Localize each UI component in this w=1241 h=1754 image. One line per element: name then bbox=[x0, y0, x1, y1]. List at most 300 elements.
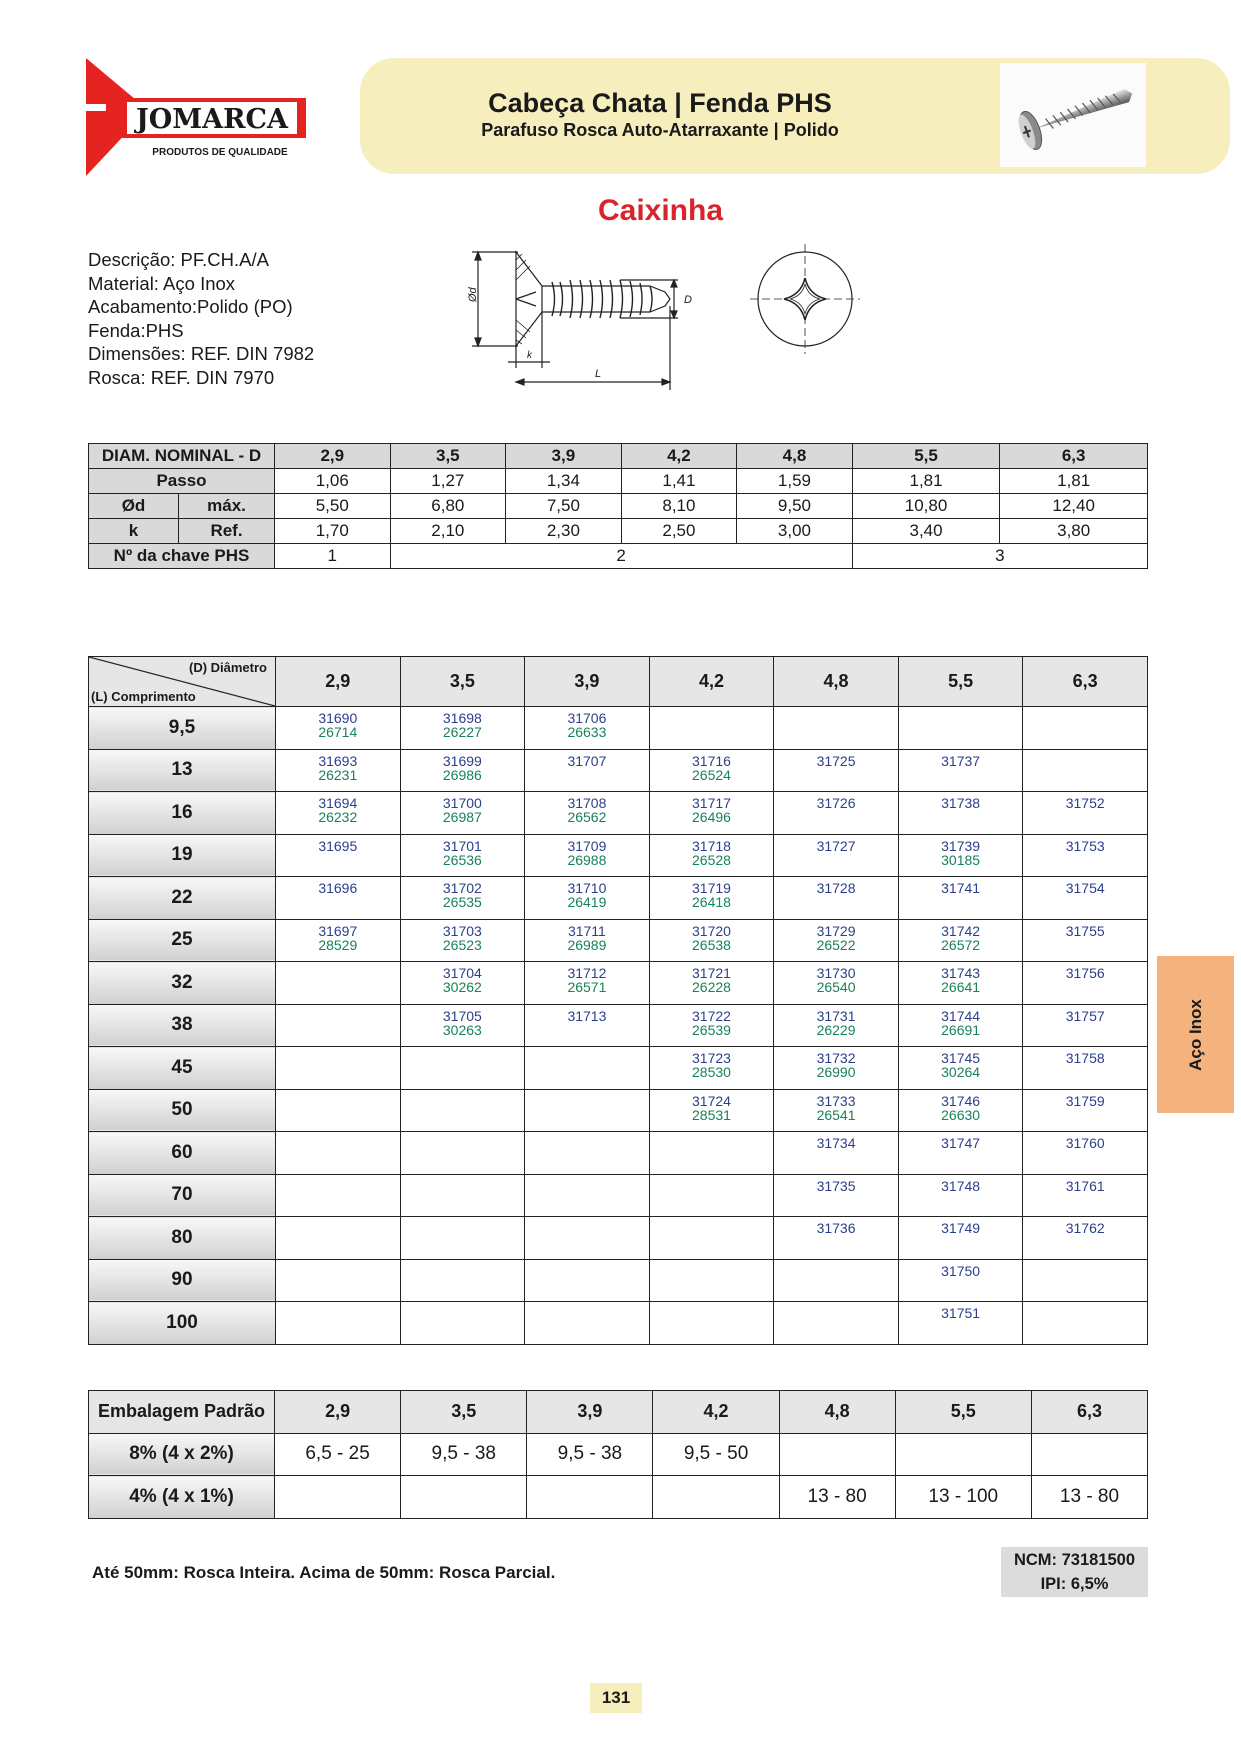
product-code: 31712 bbox=[567, 965, 607, 981]
product-code: 31722 bbox=[692, 1007, 731, 1024]
diameter-header: 5,5 bbox=[898, 657, 1023, 707]
packaging-range bbox=[401, 1476, 527, 1519]
description-line: Rosca: REF. DIN 7970 bbox=[88, 366, 275, 388]
code-cell bbox=[898, 1174, 1023, 1217]
spec-passo-value: 1,06 bbox=[275, 469, 391, 494]
product-code: 31726 bbox=[816, 795, 856, 811]
product-code: 31702 bbox=[442, 880, 482, 896]
alt-code: 26986 bbox=[442, 766, 482, 783]
code-cell bbox=[774, 1047, 899, 1090]
code-cell bbox=[525, 792, 650, 835]
alt-code: 28530 bbox=[692, 1064, 731, 1080]
code-cell bbox=[649, 749, 774, 792]
code-cell bbox=[525, 1259, 650, 1302]
packaging-label: Embalagem Padrão bbox=[89, 1391, 275, 1434]
code-cell bbox=[649, 919, 774, 962]
packaging-range: 9,5 - 38 bbox=[527, 1433, 653, 1476]
product-code: 31720 bbox=[692, 922, 731, 939]
diameter-header: 4,8 bbox=[774, 657, 899, 707]
table-row bbox=[89, 707, 1148, 750]
tax-box bbox=[1001, 1547, 1148, 1597]
table-row bbox=[89, 1132, 1148, 1175]
packaging-size: 6,3 bbox=[1031, 1391, 1147, 1434]
product-code: 31694 bbox=[318, 795, 358, 811]
diameter-header: 6,3 bbox=[1023, 657, 1148, 707]
spec-k-value: 3,40 bbox=[852, 519, 1000, 544]
code-cell bbox=[400, 1004, 525, 1047]
code-cell bbox=[276, 707, 401, 750]
packaging-row-label: 8% (4 x 2%) bbox=[89, 1433, 275, 1476]
code-cell bbox=[276, 962, 401, 1005]
code-cell bbox=[649, 1089, 774, 1132]
packaging-range bbox=[1031, 1433, 1147, 1476]
length-label-cell: 22 bbox=[89, 877, 276, 920]
alt-code: 26990 bbox=[816, 1064, 856, 1080]
code-cell bbox=[898, 707, 1023, 750]
code-cell bbox=[649, 1174, 774, 1217]
code-cell bbox=[525, 1174, 650, 1217]
alt-code: 26227 bbox=[442, 724, 482, 740]
spec-od-value: 7,50 bbox=[506, 494, 622, 519]
packaging-header bbox=[89, 1391, 1148, 1434]
product-code: 31725 bbox=[816, 752, 856, 769]
spec-k-row bbox=[89, 519, 1148, 544]
spec-table bbox=[88, 443, 1148, 569]
spec-size: 3,5 bbox=[390, 444, 506, 469]
code-cell bbox=[898, 1004, 1023, 1047]
product-code: 31753 bbox=[1065, 837, 1105, 854]
product-code: 31721 bbox=[692, 965, 731, 981]
code-cell bbox=[649, 792, 774, 835]
spec-size: 5,5 bbox=[852, 444, 1000, 469]
page-number: 131 bbox=[590, 1683, 642, 1713]
product-code: 31754 bbox=[1065, 880, 1105, 896]
spec-passo-value: 1,59 bbox=[737, 469, 853, 494]
product-code: 31700 bbox=[442, 795, 482, 811]
alt-code: 26633 bbox=[567, 724, 607, 740]
alt-code: 26539 bbox=[692, 1021, 731, 1038]
length-label-cell: 80 bbox=[89, 1217, 276, 1260]
code-cell bbox=[276, 1004, 401, 1047]
packaging-range: 13 - 100 bbox=[895, 1476, 1031, 1519]
code-cell bbox=[400, 877, 525, 920]
product-code: 31733 bbox=[816, 1092, 856, 1109]
description-line: Acabamento:Polido (PO) bbox=[88, 296, 293, 317]
product-code: 31735 bbox=[816, 1177, 856, 1194]
spec-key-value: 1 bbox=[275, 544, 391, 569]
table-row bbox=[89, 1259, 1148, 1302]
product-code: 31738 bbox=[941, 795, 981, 811]
code-cell bbox=[774, 1004, 899, 1047]
spec-od-value: 8,10 bbox=[621, 494, 737, 519]
product-code: 31732 bbox=[816, 1050, 856, 1066]
length-label-cell: 38 bbox=[89, 1004, 276, 1047]
table-row bbox=[89, 1089, 1148, 1132]
alt-code: 26572 bbox=[941, 936, 981, 953]
product-code: 31731 bbox=[816, 1007, 856, 1024]
code-cell bbox=[1023, 1132, 1148, 1175]
spec-size: 4,2 bbox=[621, 444, 737, 469]
code-cell bbox=[1023, 919, 1148, 962]
spec-od-sub: máx. bbox=[179, 494, 275, 519]
code-cell bbox=[774, 1217, 899, 1260]
alt-code: 26496 bbox=[692, 809, 731, 825]
length-label-cell: 45 bbox=[89, 1047, 276, 1090]
code-cell bbox=[276, 919, 401, 962]
spec-k-value: 2,10 bbox=[390, 519, 506, 544]
alt-code: 30262 bbox=[442, 979, 482, 995]
spec-passo-row bbox=[89, 469, 1148, 494]
code-cell bbox=[898, 749, 1023, 792]
product-code: 31718 bbox=[692, 837, 731, 854]
code-cell bbox=[774, 1302, 899, 1345]
code-cell bbox=[525, 877, 650, 920]
spec-od-value: 5,50 bbox=[275, 494, 391, 519]
code-cell bbox=[400, 1259, 525, 1302]
product-code: 31757 bbox=[1065, 1007, 1105, 1024]
code-cell bbox=[898, 1217, 1023, 1260]
product-code: 31730 bbox=[816, 965, 856, 981]
code-cell bbox=[525, 1047, 650, 1090]
table-row bbox=[89, 1217, 1148, 1260]
alt-code: 26641 bbox=[941, 979, 981, 995]
alt-code: 26538 bbox=[692, 936, 731, 953]
alt-code: 26630 bbox=[941, 1106, 981, 1123]
code-cell bbox=[649, 707, 774, 750]
alt-code: 26528 bbox=[692, 851, 731, 868]
code-cell bbox=[649, 1217, 774, 1260]
code-cell bbox=[525, 1089, 650, 1132]
spec-size: 4,8 bbox=[737, 444, 853, 469]
code-cell bbox=[525, 749, 650, 792]
alt-code: 26989 bbox=[567, 936, 607, 953]
packaging-table bbox=[88, 1390, 1148, 1519]
code-cell bbox=[774, 707, 899, 750]
alt-code: 26231 bbox=[318, 766, 358, 783]
code-cell bbox=[774, 877, 899, 920]
code-cell bbox=[774, 749, 899, 792]
product-code: 31744 bbox=[941, 1007, 981, 1024]
code-cell bbox=[525, 1302, 650, 1345]
code-cell bbox=[774, 1174, 899, 1217]
code-cell bbox=[649, 1302, 774, 1345]
product-code: 31755 bbox=[1065, 922, 1105, 939]
code-cell bbox=[898, 1259, 1023, 1302]
code-cell bbox=[1023, 1089, 1148, 1132]
product-code: 31706 bbox=[567, 710, 607, 726]
alt-code: 26541 bbox=[816, 1106, 856, 1123]
alt-code: 26418 bbox=[692, 894, 731, 910]
packaging-range bbox=[653, 1476, 779, 1519]
spec-k-value: 3,00 bbox=[737, 519, 853, 544]
code-cell bbox=[525, 1004, 650, 1047]
code-cell bbox=[276, 1302, 401, 1345]
product-code: 31750 bbox=[941, 1262, 981, 1279]
spec-passo-value: 1,81 bbox=[852, 469, 1000, 494]
product-code: 31748 bbox=[941, 1177, 981, 1194]
code-cell bbox=[525, 1132, 650, 1175]
code-cell bbox=[898, 792, 1023, 835]
code-cell bbox=[1023, 1047, 1148, 1090]
packaging-range bbox=[779, 1433, 895, 1476]
code-cell bbox=[276, 1217, 401, 1260]
product-code: 31759 bbox=[1065, 1092, 1105, 1109]
spec-key-row bbox=[89, 544, 1148, 569]
product-code: 31746 bbox=[941, 1092, 981, 1109]
code-cell bbox=[400, 792, 525, 835]
alt-code: 26987 bbox=[442, 809, 482, 825]
product-code: 31761 bbox=[1065, 1177, 1105, 1194]
thread-note: Até 50mm: Rosca Inteira. Acima de 50mm: Rosca Parcial. bbox=[92, 1563, 556, 1582]
alt-code: 26523 bbox=[442, 936, 482, 953]
spec-k-value: 2,30 bbox=[506, 519, 622, 544]
spec-od-value: 6,80 bbox=[390, 494, 506, 519]
alt-code: 26522 bbox=[816, 936, 856, 953]
packaging-range: 13 - 80 bbox=[1031, 1476, 1147, 1519]
code-cell bbox=[649, 877, 774, 920]
spec-passo-value: 1,34 bbox=[506, 469, 622, 494]
description-line: Fenda:PHS bbox=[88, 319, 184, 341]
product-code: 31710 bbox=[567, 880, 607, 896]
code-cell bbox=[525, 1217, 650, 1260]
alt-code: 30264 bbox=[941, 1064, 981, 1080]
description-line: Dimensões: REF. DIN 7982 bbox=[88, 343, 315, 364]
alt-code: 26229 bbox=[816, 1021, 856, 1038]
code-cell bbox=[649, 834, 774, 877]
code-cell bbox=[898, 919, 1023, 962]
length-label-cell: 25 bbox=[89, 919, 276, 962]
table-row bbox=[89, 962, 1148, 1005]
alt-code: 26536 bbox=[442, 851, 482, 868]
diagonal-header bbox=[89, 657, 276, 707]
code-cell bbox=[774, 1259, 899, 1302]
diameter-header: 3,5 bbox=[400, 657, 525, 707]
length-label-cell: 32 bbox=[89, 962, 276, 1005]
code-cell bbox=[400, 1217, 525, 1260]
product-code: 31727 bbox=[816, 837, 856, 854]
description-block bbox=[88, 248, 314, 389]
code-cell bbox=[1023, 877, 1148, 920]
table-row bbox=[89, 919, 1148, 962]
code-cell bbox=[400, 919, 525, 962]
spec-passo-value: 1,41 bbox=[621, 469, 737, 494]
alt-code: 30185 bbox=[941, 851, 981, 868]
table-row bbox=[89, 1174, 1148, 1217]
alt-code: 26562 bbox=[567, 809, 607, 825]
brand-name: JOMARCA bbox=[135, 104, 289, 135]
code-cell bbox=[525, 962, 650, 1005]
technical-drawing bbox=[460, 240, 880, 390]
product-code: 31762 bbox=[1065, 1220, 1105, 1236]
product-code: 31760 bbox=[1065, 1135, 1105, 1151]
code-cell bbox=[400, 1174, 525, 1217]
code-table bbox=[88, 656, 1148, 1345]
code-cell bbox=[400, 1302, 525, 1345]
section-title: Caixinha bbox=[597, 194, 724, 227]
length-label-cell: 60 bbox=[89, 1132, 276, 1175]
length-label-cell: 9,5 bbox=[89, 707, 276, 750]
packaging-range bbox=[895, 1433, 1031, 1476]
spec-k-value: 3,80 bbox=[1000, 519, 1148, 544]
alt-code: 26232 bbox=[318, 809, 358, 825]
code-cell bbox=[276, 1132, 401, 1175]
brand-tagline: PRODUTOS DE QUALIDADE bbox=[152, 147, 288, 158]
code-table-header bbox=[89, 657, 1148, 707]
table-row bbox=[89, 1047, 1148, 1090]
packaging-size: 2,9 bbox=[275, 1391, 401, 1434]
label-od: Ød bbox=[467, 287, 479, 302]
product-code: 31711 bbox=[567, 922, 606, 939]
product-code: 31696 bbox=[318, 880, 358, 896]
packaging-size: 5,5 bbox=[895, 1391, 1031, 1434]
length-label-cell: 19 bbox=[89, 834, 276, 877]
product-code: 31734 bbox=[816, 1135, 856, 1151]
label-d: D bbox=[684, 294, 692, 306]
spec-k-sub: Ref. bbox=[179, 519, 275, 544]
code-cell bbox=[1023, 1174, 1148, 1217]
product-code: 31719 bbox=[692, 880, 731, 896]
label-k: k bbox=[527, 350, 532, 361]
product-code: 31745 bbox=[941, 1050, 981, 1066]
product-code: 31697 bbox=[318, 922, 358, 939]
product-code: 31698 bbox=[442, 710, 482, 726]
spec-size: 2,9 bbox=[275, 444, 391, 469]
screw-photo bbox=[1000, 63, 1146, 167]
code-cell bbox=[898, 1132, 1023, 1175]
packaging-size: 3,9 bbox=[527, 1391, 653, 1434]
brand-logo bbox=[86, 58, 316, 176]
code-cell bbox=[649, 1047, 774, 1090]
code-cell bbox=[400, 834, 525, 877]
product-code: 31690 bbox=[318, 710, 358, 726]
alt-code: 28529 bbox=[318, 936, 358, 953]
packaging-range: 9,5 - 38 bbox=[401, 1433, 527, 1476]
code-cell bbox=[774, 1089, 899, 1132]
alt-code: 26988 bbox=[567, 851, 607, 868]
alt-code: 26571 bbox=[567, 979, 607, 995]
product-code: 31758 bbox=[1065, 1050, 1105, 1066]
product-code: 31703 bbox=[442, 922, 482, 939]
table-row bbox=[89, 877, 1148, 920]
length-label-cell: 70 bbox=[89, 1174, 276, 1217]
product-code: 31737 bbox=[941, 752, 981, 769]
ncm-code: NCM: 73181500 bbox=[1013, 1551, 1136, 1569]
spec-header-label: DIAM. NOMINAL - D bbox=[89, 444, 275, 469]
product-code: 31716 bbox=[692, 752, 731, 769]
code-table-body bbox=[89, 707, 1148, 1345]
product-code: 31743 bbox=[941, 965, 981, 981]
spec-od-value: 10,80 bbox=[852, 494, 1000, 519]
code-cell bbox=[649, 1259, 774, 1302]
product-code: 31747 bbox=[941, 1135, 981, 1151]
product-code: 31739 bbox=[941, 837, 981, 854]
spec-key-label: Nº da chave PHS bbox=[89, 544, 275, 569]
product-code: 31717 bbox=[692, 795, 731, 811]
alt-code: 26524 bbox=[692, 766, 731, 783]
code-cell bbox=[1023, 1259, 1148, 1302]
spec-od-value: 9,50 bbox=[737, 494, 853, 519]
code-cell bbox=[525, 834, 650, 877]
packaging-size: 3,5 bbox=[401, 1391, 527, 1434]
code-cell bbox=[898, 877, 1023, 920]
table-row bbox=[89, 834, 1148, 877]
packaging-row bbox=[89, 1433, 1148, 1476]
code-cell bbox=[400, 962, 525, 1005]
description-line: Material: Aço Inox bbox=[88, 272, 236, 294]
alt-code: 28531 bbox=[692, 1106, 731, 1123]
diameter-header: 4,2 bbox=[649, 657, 774, 707]
table-row bbox=[89, 792, 1148, 835]
category-tab[interactable] bbox=[1157, 956, 1234, 1113]
alt-code: 30263 bbox=[442, 1021, 482, 1038]
product-code: 31741 bbox=[941, 880, 981, 896]
code-cell bbox=[898, 962, 1023, 1005]
product-code: 31756 bbox=[1065, 965, 1105, 981]
spec-size: 6,3 bbox=[1000, 444, 1148, 469]
spec-passo-value: 1,27 bbox=[390, 469, 506, 494]
packaging-range: 6,5 - 25 bbox=[275, 1433, 401, 1476]
alt-code: 26540 bbox=[816, 979, 856, 995]
spec-passo-value: 1,81 bbox=[1000, 469, 1148, 494]
product-code: 31729 bbox=[816, 922, 856, 939]
code-cell bbox=[898, 1089, 1023, 1132]
code-cell bbox=[276, 792, 401, 835]
product-code: 31713 bbox=[567, 1007, 607, 1024]
category-tab-label: Aço Inox bbox=[1185, 998, 1205, 1071]
code-cell bbox=[1023, 962, 1148, 1005]
code-cell bbox=[276, 877, 401, 920]
code-cell bbox=[774, 834, 899, 877]
code-cell bbox=[649, 1004, 774, 1047]
alt-code: 26691 bbox=[941, 1021, 981, 1038]
packaging-range: 9,5 - 50 bbox=[653, 1433, 779, 1476]
spec-key-value: 2 bbox=[390, 544, 852, 569]
spec-k-value: 1,70 bbox=[275, 519, 391, 544]
code-cell bbox=[276, 1089, 401, 1132]
product-code: 31704 bbox=[442, 965, 482, 981]
product-code: 31701 bbox=[442, 837, 482, 854]
code-cell bbox=[276, 1259, 401, 1302]
code-cell bbox=[898, 1047, 1023, 1090]
product-code: 31693 bbox=[318, 752, 358, 769]
code-cell bbox=[525, 919, 650, 962]
spec-od-label: Ød bbox=[89, 494, 179, 519]
spec-od-row bbox=[89, 494, 1148, 519]
label-l: L bbox=[595, 368, 602, 380]
spec-size: 3,9 bbox=[506, 444, 622, 469]
packaging-size: 4,2 bbox=[653, 1391, 779, 1434]
spec-key-value: 3 bbox=[852, 544, 1147, 569]
product-code: 31749 bbox=[941, 1220, 981, 1236]
code-cell bbox=[1023, 834, 1148, 877]
length-label-cell: 50 bbox=[89, 1089, 276, 1132]
alt-code: 26419 bbox=[567, 894, 607, 910]
packaging-row-label: 4% (4 x 1%) bbox=[89, 1476, 275, 1519]
product-code: 31699 bbox=[442, 752, 482, 769]
length-label-cell: 16 bbox=[89, 792, 276, 835]
product-code: 31708 bbox=[567, 795, 607, 811]
alt-code: 26535 bbox=[442, 894, 482, 910]
diameter-header: 3,9 bbox=[525, 657, 650, 707]
product-code: 31724 bbox=[692, 1092, 731, 1109]
code-cell bbox=[774, 919, 899, 962]
ipi-rate: IPI: 6,5% bbox=[1040, 1575, 1109, 1593]
product-code: 31736 bbox=[816, 1220, 856, 1236]
code-cell bbox=[400, 707, 525, 750]
code-cell bbox=[898, 1302, 1023, 1345]
code-cell bbox=[400, 1089, 525, 1132]
table-row bbox=[89, 1302, 1148, 1345]
